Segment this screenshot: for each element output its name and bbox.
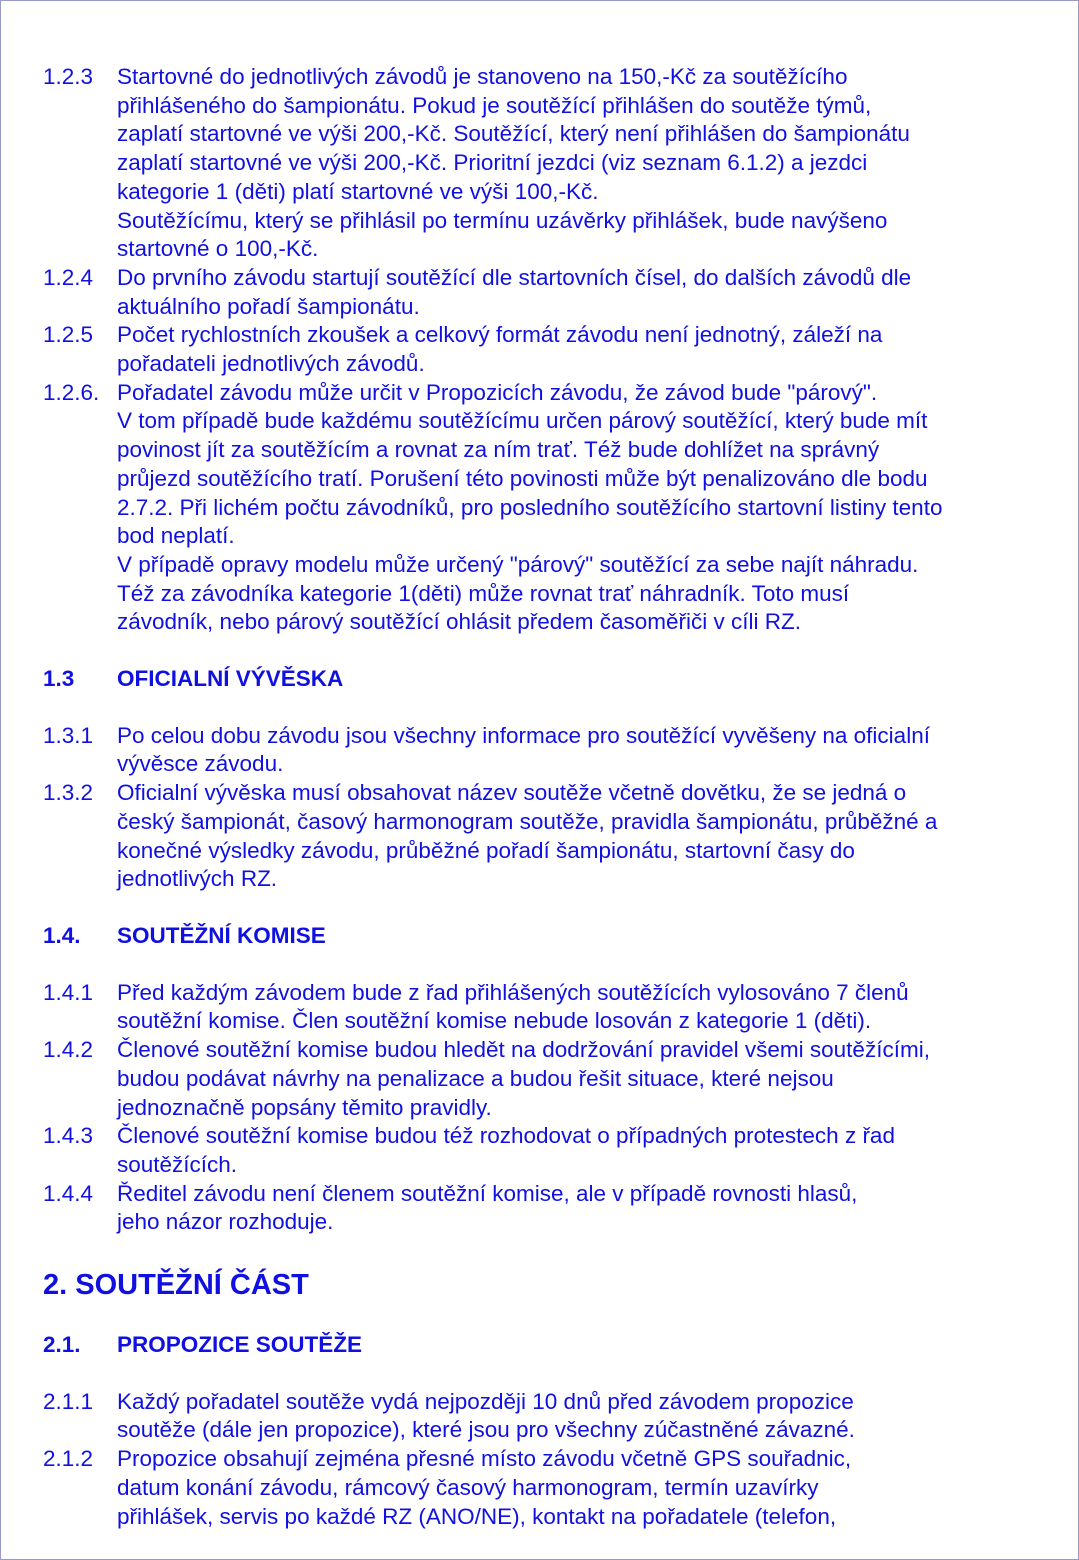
numbered-paragraph [43, 264, 1043, 321]
paragraph-number: 1.2.3 [43, 64, 94, 89]
paragraph-line: Oficialní vývěska musí obsahovat název soutěže včetně dovětku, že se jedná o [117, 780, 907, 806]
paragraph-line: vývěsce závodu. [117, 751, 284, 777]
numbered-paragraph [43, 1036, 1043, 1122]
numbered-paragraph [43, 779, 1043, 894]
numbered-paragraph [43, 1122, 1043, 1179]
section-number: 2.1. [43, 1332, 81, 1358]
section-heading-1-3 [43, 665, 1043, 694]
numbered-paragraph [43, 379, 1043, 637]
paragraph-line: zaplatí startovné ve výši 200,-Kč. Soutěžící, který není přihlášen do šampionátu [117, 121, 910, 147]
numbered-paragraph [43, 1388, 1043, 1445]
paragraph-line: závodník, nebo párový soutěžící ohlásit předem časoměřiči v cíli RZ. [117, 609, 802, 635]
section-2-1-items [43, 1388, 1043, 1532]
paragraph-line: pořadateli jednotlivých závodů. [117, 351, 425, 377]
paragraph-number: 2.1.1 [43, 1388, 94, 1414]
paragraph-line: V tom případě bude každému soutěžícímu určen párový soutěžící, který bude mít [117, 408, 928, 434]
section-heading-2-1 [43, 1331, 1043, 1360]
section-1-3-items [43, 722, 1043, 894]
paragraph-number: 2.1.2 [43, 1446, 94, 1472]
paragraph-line: Před každým závodem bude z řad přihlášených soutěžících vylosováno 7 členů [117, 979, 909, 1005]
paragraph-number: 1.2.6. [43, 379, 100, 405]
paragraph-line: bod neplatí. [117, 523, 235, 549]
chapter-heading-2: 2. SOUTĚŽNÍ ČÁST [43, 1269, 309, 1302]
paragraph-line: 2.7.2. Při lichém počtu závodníků, pro posledního soutěžícího startovní listiny tento [117, 494, 943, 520]
paragraph-line: jednotlivých RZ. [117, 866, 278, 892]
paragraph-line: Propozice obsahují zejména přesné místo závodu včetně GPS souřadnic, [117, 1446, 852, 1472]
paragraph-line: Členové soutěžní komise budou též rozhodovat o případných protestech z řad [117, 1123, 895, 1149]
numbered-paragraph [43, 63, 1043, 264]
paragraph-line: Soutěžícímu, který se přihlásil po termínu uzávěrky přihlášek, bude navýšeno [117, 207, 888, 233]
numbered-paragraph [43, 321, 1043, 378]
section-1-2-items [43, 63, 1043, 637]
section-title: OFICIALNÍ VÝVĚSKA [117, 666, 344, 692]
paragraph-line: Startovné do jednotlivých závodů je stanoveno na 150,-Kč za soutěžícího [117, 64, 848, 89]
paragraph-number: 1.3.1 [43, 722, 94, 748]
paragraph-line: datum konání závodu, rámcový časový harmonogram, termín uzavírky [117, 1474, 819, 1500]
paragraph-number: 1.4.4 [43, 1180, 94, 1206]
numbered-paragraph [43, 1445, 1043, 1531]
section-number: 1.4. [43, 922, 81, 948]
paragraph-line: Členové soutěžní komise budou hledět na dodržování pravidel všemi soutěžícími, [117, 1037, 930, 1063]
paragraph-line: zaplatí startovné ve výši 200,-Kč. Prioritní jezdci (viz seznam 6.1.2) a jezdci [117, 150, 868, 176]
section-heading-1-4 [43, 922, 1043, 951]
paragraph-line: přihlášek, servis po každé RZ (ANO/NE), kontakt na pořadatele (telefon, [117, 1503, 837, 1529]
paragraph-line: soutěže (dále jen propozice), které jsou pro všechny zúčastněné závazné. [117, 1417, 855, 1443]
numbered-paragraph [43, 1180, 1043, 1237]
paragraph-line: průjezd soutěžícího tratí. Porušení této povinosti může být penalizováno dle bodu [117, 465, 928, 491]
paragraph-line: Každý pořadatel soutěže vydá nejpozději 10 dnů před závodem propozice [117, 1388, 854, 1414]
paragraph-line: budou podávat návrhy na penalizace a budou řešit situace, které nejsou [117, 1065, 834, 1091]
paragraph-line: startovné o 100,-Kč. [117, 236, 319, 262]
paragraph-line: Po celou dobu závodu jsou všechny informace pro soutěžící vyvěšeny na oficialní [117, 722, 930, 748]
paragraph-line: soutěžní komise. Člen soutěžní komise nebude losován z kategorie 1 (děti). [117, 1008, 872, 1034]
paragraph-number: 1.2.5 [43, 322, 94, 348]
numbered-paragraph [43, 979, 1043, 1036]
paragraph-number: 1.4.1 [43, 979, 94, 1005]
section-number: 1.3 [43, 666, 75, 692]
paragraph-line: soutěžících. [117, 1151, 238, 1177]
paragraph-line: konečné výsledky závodu, průběžné pořadí šampionátu, startovní časy do [117, 837, 855, 863]
paragraph-line: jednoznačně popsány těmito pravidly. [117, 1094, 492, 1120]
numbered-paragraph [43, 722, 1043, 779]
paragraph-line: přihlášeného do šampionátu. Pokud je soutěžící přihlášen do soutěže týmů, [117, 92, 872, 118]
paragraph-line: jeho názor rozhoduje. [117, 1209, 334, 1235]
paragraph-line: Počet rychlostních zkoušek a celkový formát závodu není jednotný, záleží na [117, 322, 883, 348]
section-1-4-items [43, 979, 1043, 1237]
paragraph-line: V případě opravy modelu může určený "párový" soutěžící za sebe najít náhradu. [117, 551, 919, 577]
document-content [43, 63, 1043, 1531]
paragraph-number: 1.2.4 [43, 264, 94, 290]
section-title: PROPOZICE SOUTĚŽE [117, 1332, 363, 1358]
paragraph-line: český šampionát, časový harmonogram soutěže, pravidla šampionátu, průběžné a [117, 808, 938, 834]
paragraph-line: aktuálního pořadí šampionátu. [117, 293, 420, 319]
paragraph-number: 1.4.3 [43, 1123, 94, 1149]
paragraph-line: Ředitel závodu není členem soutěžní komise, ale v případě rovnosti hlasů, [117, 1180, 858, 1206]
paragraph-number: 1.4.2 [43, 1037, 94, 1063]
section-title: SOUTĚŽNÍ KOMISE [117, 922, 326, 948]
paragraph-line: kategorie 1 (děti) platí startovné ve výši 100,-Kč. [117, 178, 599, 204]
paragraph-line: Do prvního závodu startují soutěžící dle startovních čísel, do dalších závodů dle [117, 264, 912, 290]
paragraph-line: Též za závodníka kategorie 1(děti) může rovnat trať náhradník. Toto musí [117, 580, 850, 606]
paragraph-number: 1.3.2 [43, 780, 94, 806]
paragraph-line: Pořadatel závodu může určit v Propozicích závodu, že závod bude "párový". [117, 379, 878, 405]
paragraph-line: povinost jít za soutěžícím a rovnat za ním trať. Též bude dohlížet na správný [117, 437, 880, 463]
